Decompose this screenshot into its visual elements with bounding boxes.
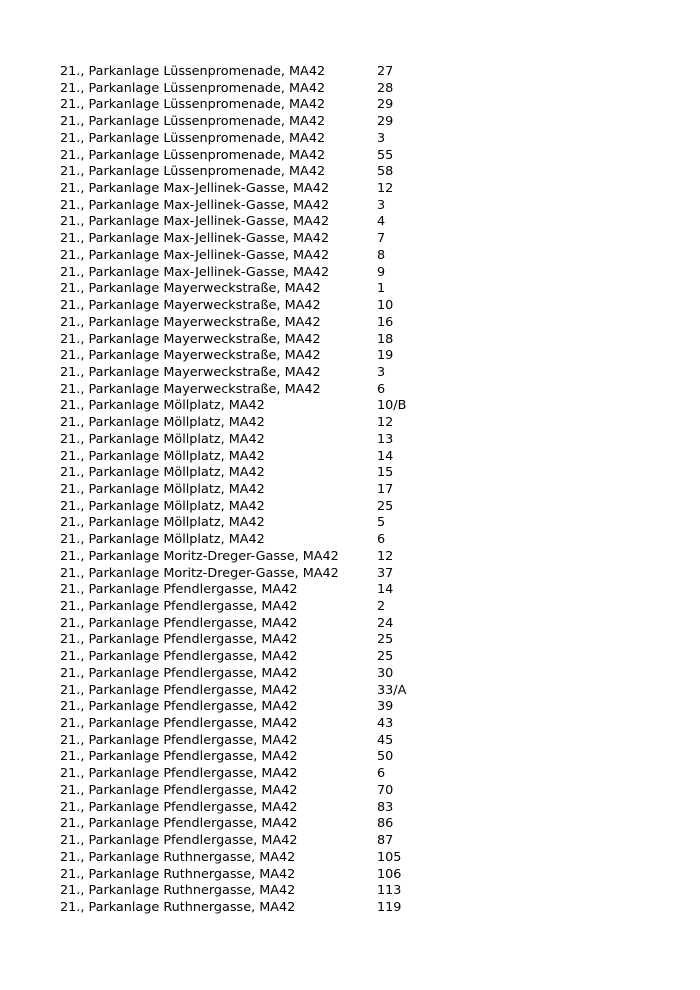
list-item bbox=[60, 432, 660, 449]
list-item bbox=[60, 816, 660, 833]
location-name: 21., Parkanlage Lüssenpromenade, MA42 bbox=[60, 64, 326, 79]
list-item bbox=[60, 783, 660, 800]
location-number: 14 bbox=[377, 448, 394, 464]
list-item bbox=[60, 883, 660, 900]
location-name: 21., Parkanlage Pfendlergasse, MA42 bbox=[60, 816, 298, 832]
list-item bbox=[60, 649, 660, 666]
location-number: 16 bbox=[377, 314, 394, 330]
list-item bbox=[60, 148, 660, 165]
location-number: 29 bbox=[377, 114, 394, 130]
list-item bbox=[60, 666, 660, 683]
location-name: 21., Parkanlage Pfendlergasse, MA42 bbox=[60, 649, 298, 665]
location-number: 50 bbox=[377, 749, 394, 765]
location-name: 21., Parkanlage Lüssenpromenade, MA42 bbox=[60, 130, 326, 146]
location-name: 21., Parkanlage Lüssenpromenade, MA42 bbox=[60, 97, 326, 113]
location-number: 30 bbox=[377, 665, 394, 681]
list-item bbox=[60, 248, 660, 265]
location-number: 15 bbox=[377, 465, 394, 481]
location-number: 3 bbox=[377, 130, 386, 146]
location-number: 25 bbox=[377, 649, 394, 665]
location-name: 21., Parkanlage Pfendlergasse, MA42 bbox=[60, 599, 298, 614]
location-number: 13 bbox=[377, 431, 394, 447]
location-number: 6 bbox=[377, 766, 386, 782]
location-name: 21., Parkanlage Pfendlergasse, MA42 bbox=[60, 632, 298, 648]
location-number: 7 bbox=[377, 231, 386, 247]
list-item bbox=[60, 532, 660, 549]
location-name: 21., Parkanlage Pfendlergasse, MA42 bbox=[60, 615, 298, 631]
location-number: 70 bbox=[377, 782, 394, 798]
list-item bbox=[60, 699, 660, 716]
location-name: 21., Parkanlage Möllplatz, MA42 bbox=[60, 398, 265, 414]
location-number: 5 bbox=[377, 515, 386, 531]
location-name: 21., Parkanlage Max-Jellinek-Gasse, MA42 bbox=[60, 231, 330, 247]
list-item bbox=[60, 198, 660, 215]
list-item bbox=[60, 749, 660, 766]
location-name: 21., Parkanlage Möllplatz, MA42 bbox=[60, 481, 265, 497]
location-number: 2 bbox=[377, 599, 386, 614]
location-number: 6 bbox=[377, 381, 386, 397]
list-item bbox=[60, 515, 660, 532]
list-item bbox=[60, 415, 660, 432]
location-number: 37 bbox=[377, 565, 394, 581]
location-name: 21., Parkanlage Möllplatz, MA42 bbox=[60, 532, 265, 548]
location-name: 21., Parkanlage Max-Jellinek-Gasse, MA42 bbox=[60, 197, 330, 213]
list-item bbox=[60, 850, 660, 867]
list-item bbox=[60, 231, 660, 248]
location-number: 83 bbox=[377, 799, 394, 815]
location-name: 21., Parkanlage Pfendlergasse, MA42 bbox=[60, 833, 298, 849]
location-number: 3 bbox=[377, 197, 386, 213]
location-number: 8 bbox=[377, 247, 386, 263]
list-item bbox=[60, 281, 660, 298]
list-item bbox=[60, 632, 660, 649]
address-list bbox=[60, 64, 660, 917]
list-item bbox=[60, 81, 660, 98]
list-item bbox=[60, 214, 660, 231]
location-name: 21., Parkanlage Mayerweckstraße, MA42 bbox=[60, 281, 321, 297]
list-item bbox=[60, 867, 660, 884]
list-item bbox=[60, 64, 660, 81]
location-name: 21., Parkanlage Moritz-Dreger-Gasse, MA42 bbox=[60, 565, 339, 581]
list-item bbox=[60, 733, 660, 750]
location-number: 10 bbox=[377, 298, 394, 314]
list-item bbox=[60, 616, 660, 633]
location-name: 21., Parkanlage Pfendlergasse, MA42 bbox=[60, 716, 298, 732]
location-name: 21., Parkanlage Pfendlergasse, MA42 bbox=[60, 766, 298, 782]
list-item bbox=[60, 315, 660, 332]
location-name: 21., Parkanlage Pfendlergasse, MA42 bbox=[60, 665, 298, 681]
list-item bbox=[60, 566, 660, 583]
location-name: 21., Parkanlage Pfendlergasse, MA42 bbox=[60, 782, 298, 798]
location-number: 3 bbox=[377, 364, 386, 380]
list-item bbox=[60, 549, 660, 566]
location-number: 1 bbox=[377, 281, 386, 297]
location-number: 105 bbox=[377, 849, 402, 865]
location-number: 9 bbox=[377, 264, 386, 280]
location-number: 58 bbox=[377, 164, 394, 180]
location-name: 21., Parkanlage Mayerweckstraße, MA42 bbox=[60, 298, 321, 314]
location-name: 21., Parkanlage Ruthnergasse, MA42 bbox=[60, 849, 296, 865]
location-name: 21., Parkanlage Mayerweckstraße, MA42 bbox=[60, 381, 321, 397]
list-item bbox=[60, 298, 660, 315]
location-number: 87 bbox=[377, 833, 394, 849]
location-name: 21., Parkanlage Möllplatz, MA42 bbox=[60, 448, 265, 464]
location-number: 45 bbox=[377, 732, 394, 748]
list-item bbox=[60, 599, 660, 616]
list-item bbox=[60, 332, 660, 349]
location-number: 29 bbox=[377, 97, 394, 113]
location-number: 12 bbox=[377, 181, 394, 197]
location-name: 21., Parkanlage Pfendlergasse, MA42 bbox=[60, 732, 298, 748]
list-item bbox=[60, 465, 660, 482]
location-name: 21., Parkanlage Max-Jellinek-Gasse, MA42 bbox=[60, 264, 330, 280]
location-name: 21., Parkanlage Pfendlergasse, MA42 bbox=[60, 582, 298, 598]
location-number: 28 bbox=[377, 80, 394, 96]
list-item bbox=[60, 382, 660, 399]
location-name: 21., Parkanlage Max-Jellinek-Gasse, MA42 bbox=[60, 247, 330, 263]
location-name: 21., Parkanlage Mayerweckstraße, MA42 bbox=[60, 314, 321, 330]
location-name: 21., Parkanlage Mayerweckstraße, MA42 bbox=[60, 364, 321, 380]
list-item bbox=[60, 131, 660, 148]
location-name: 21., Parkanlage Lüssenpromenade, MA42 bbox=[60, 114, 326, 130]
location-number: 10/B bbox=[377, 398, 407, 414]
list-item bbox=[60, 766, 660, 783]
location-number: 43 bbox=[377, 716, 394, 732]
location-name: 21., Parkanlage Ruthnergasse, MA42 bbox=[60, 866, 296, 882]
list-item bbox=[60, 683, 660, 700]
location-name: 21., Parkanlage Pfendlergasse, MA42 bbox=[60, 699, 298, 715]
location-number: 119 bbox=[377, 899, 402, 915]
location-number: 33/A bbox=[377, 682, 407, 698]
list-item bbox=[60, 716, 660, 733]
location-name: 21., Parkanlage Ruthnergasse, MA42 bbox=[60, 899, 296, 915]
location-name: 21., Parkanlage Möllplatz, MA42 bbox=[60, 515, 265, 531]
location-name: 21., Parkanlage Lüssenpromenade, MA42 bbox=[60, 147, 326, 163]
list-item bbox=[60, 181, 660, 198]
location-number: 55 bbox=[377, 147, 394, 163]
location-name: 21., Parkanlage Moritz-Dreger-Gasse, MA42 bbox=[60, 548, 339, 564]
list-item bbox=[60, 833, 660, 850]
list-item bbox=[60, 97, 660, 114]
list-item bbox=[60, 499, 660, 516]
location-number: 39 bbox=[377, 699, 394, 715]
location-number: 27 bbox=[377, 64, 394, 79]
location-number: 6 bbox=[377, 532, 386, 548]
list-item bbox=[60, 365, 660, 382]
location-number: 18 bbox=[377, 331, 394, 347]
list-item bbox=[60, 265, 660, 282]
list-item bbox=[60, 164, 660, 181]
location-name: 21., Parkanlage Lüssenpromenade, MA42 bbox=[60, 164, 326, 180]
location-name: 21., Parkanlage Max-Jellinek-Gasse, MA42 bbox=[60, 181, 330, 197]
location-number: 19 bbox=[377, 348, 394, 364]
location-number: 17 bbox=[377, 481, 394, 497]
location-number: 12 bbox=[377, 548, 394, 564]
location-number: 12 bbox=[377, 415, 394, 431]
location-number: 113 bbox=[377, 883, 402, 899]
location-number: 25 bbox=[377, 498, 394, 514]
location-name: 21., Parkanlage Pfendlergasse, MA42 bbox=[60, 749, 298, 765]
location-number: 86 bbox=[377, 816, 394, 832]
location-name: 21., Parkanlage Möllplatz, MA42 bbox=[60, 465, 265, 481]
location-name: 21., Parkanlage Mayerweckstraße, MA42 bbox=[60, 331, 321, 347]
location-number: 25 bbox=[377, 632, 394, 648]
list-item bbox=[60, 900, 660, 917]
location-number: 24 bbox=[377, 615, 394, 631]
location-name: 21., Parkanlage Lüssenpromenade, MA42 bbox=[60, 80, 326, 96]
location-number: 106 bbox=[377, 866, 402, 882]
location-name: 21., Parkanlage Max-Jellinek-Gasse, MA42 bbox=[60, 214, 330, 230]
location-number: 14 bbox=[377, 582, 394, 598]
list-item bbox=[60, 114, 660, 131]
list-item bbox=[60, 800, 660, 817]
location-number: 4 bbox=[377, 214, 386, 230]
list-item bbox=[60, 449, 660, 466]
location-name: 21., Parkanlage Möllplatz, MA42 bbox=[60, 498, 265, 514]
location-name: 21., Parkanlage Pfendlergasse, MA42 bbox=[60, 799, 298, 815]
location-name: 21., Parkanlage Möllplatz, MA42 bbox=[60, 431, 265, 447]
list-item bbox=[60, 398, 660, 415]
list-item bbox=[60, 582, 660, 599]
list-item bbox=[60, 348, 660, 365]
location-name: 21., Parkanlage Pfendlergasse, MA42 bbox=[60, 682, 298, 698]
location-name: 21., Parkanlage Ruthnergasse, MA42 bbox=[60, 883, 296, 899]
location-name: 21., Parkanlage Mayerweckstraße, MA42 bbox=[60, 348, 321, 364]
list-item bbox=[60, 482, 660, 499]
location-name: 21., Parkanlage Möllplatz, MA42 bbox=[60, 415, 265, 431]
